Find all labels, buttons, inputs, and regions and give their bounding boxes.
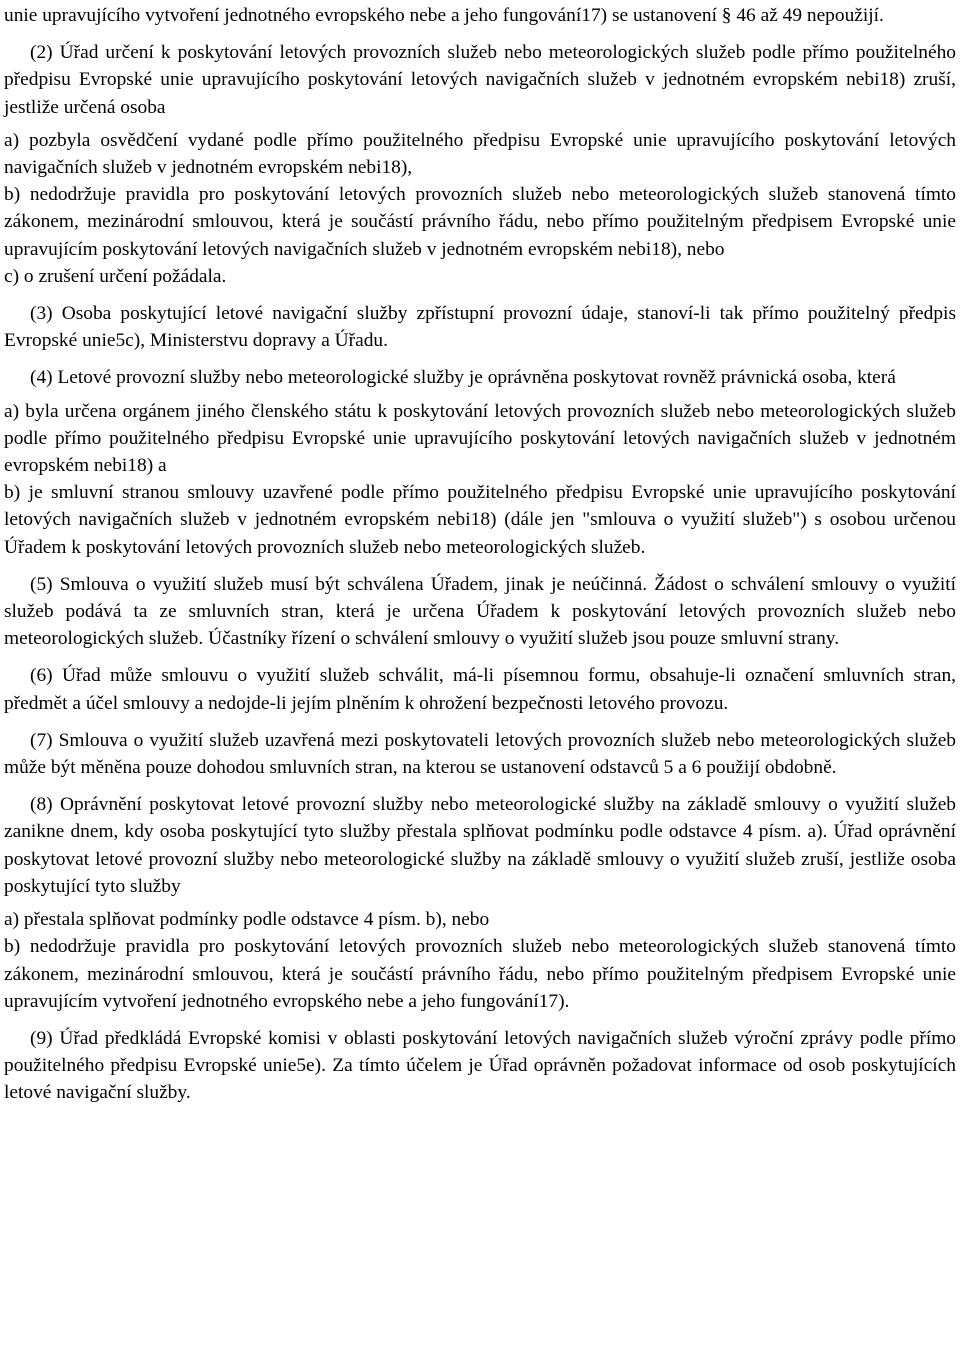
paragraph-8: (8) Oprávnění poskytovat letové provozní služby nebo meteorologické služby na základě smlouvy o využití služeb zanikne dnem, kdy osoba poskytující tyto služby přestala splňovat podmínku podle odstavce 4 písm. a). Úřad oprávnění poskytovat letové provozní služby nebo meteorologické služby na základě smlouvy o využití služeb zruší, jestliže osoba poskytující tyto služby <box>4 794 956 897</box>
item-4a: a) byla určena orgánem jiného členského státu k poskytování letových provozních služeb nebo meteorologických služeb podle přímo použitelného předpisu Evropské unie upravujícího poskytování letových navigačních služeb v jednotném evropském nebi18) a <box>4 400 956 477</box>
paragraph-4: (4) Letové provozní služby nebo meteorologické služby je oprávněna poskytovat rovněž právnická osoba, která <box>30 367 896 389</box>
item-2c: c) o zrušení určení požádala. <box>4 265 227 287</box>
continuation-paragraph: unie upravujícího vytvoření jednotného evropského nebe a jeho fungování17) se ustanovení § 46 až 49 nepoužijí. <box>4 5 884 26</box>
item-2a: a) pozbyla osvědčení vydané podle přímo použitelného předpisu Evropské unie upravujícího poskytování letových navigačních služeb v jednotném evropském nebi18), <box>4 129 956 179</box>
paragraph-2: (2) Úřad určení k poskytování letových provozních služeb nebo meteorologických služeb podle přímo použitelného předpisu Evropské unie upravujícího poskytování letových navigačních služeb v jednotném evropském nebi18) zruší, jestliže určená osoba <box>4 42 956 118</box>
paragraph-3: (3) Osoba poskytující letové navigační služby zpřístupní provozní údaje, stanoví-li tak přímo použitelný předpis Evropské unie5c), Ministerstvu dopravy a Úřadu. <box>4 303 956 352</box>
item-8a: a) přestala splňovat podmínky podle odstavce 4 písm. b), nebo <box>4 909 490 931</box>
item-4b: b) je smluvní stranou smlouvy uzavřené podle přímo použitelného předpisu Evropské unie upravujícího poskytování letových navigačních služeb v jednotném evropském nebi18) (dále jen "smlouva o využití služeb") s osobou určenou Úřadem k poskytování letových provozních služeb nebo meteorologických služeb. <box>4 482 956 558</box>
item-8b: b) nedodržuje pravidla pro poskytování letových provozních služeb nebo meteorologických služeb stanovená tímto zákonem, mezinárodní smlouvou, která je součástí právního řádu, nebo přímo použitelným předpisem Evropské unie upravujícím vytvoření jednotného evropského nebe a jeho fungování17). <box>4 936 956 1012</box>
paragraph-7: (7) Smlouva o využití služeb uzavřená mezi poskytovateli letových provozních služeb nebo meteorologických služeb může být měněna pouze dohodou smluvních stran, na kterou se ustanovení odstavců 5 a 6 použijí obdobně. <box>4 729 956 779</box>
paragraph-5: (5) Smlouva o využití služeb musí být schválena Úřadem, jinak je neúčinná. Žádost o schválení smlouvy o využití služeb podává ta ze smluvních stran, která je určena Úřadem k poskytování letových provozních služeb nebo meteorologických služeb. Účastníky řízení o schválení smlouvy o využití služeb jsou pouze smluvní strany. <box>4 573 956 650</box>
paragraph-6: (6) Úřad může smlouvu o využití služeb schválit, má-li písemnou formu, obsahuje-li označení smluvních stran, předmět a účel smlouvy a nedojde-li jejím plněním k ohrožení bezpečnosti letového provozu. <box>4 665 956 714</box>
document-page <box>4 2 956 1107</box>
paragraph-9: (9) Úřad předkládá Evropské komisi v oblasti poskytování letových navigačních služeb výroční zprávy podle přímo použitelného předpisu Evropské unie5e). Za tímto účelem je Úřad oprávněn požadovat informace od osob poskytujících letové navigační služby. <box>4 1027 956 1104</box>
item-2b: b) nedodržuje pravidla pro poskytování letových provozních služeb nebo meteorologických služeb stanovená tímto zákonem, mezinárodní smlouvou, která je součástí právního řádu, nebo přímo použitelným předpisem Evropské unie upravujícím poskytování letových navigačních služeb v jednotném evropském nebi18), nebo <box>4 184 956 260</box>
